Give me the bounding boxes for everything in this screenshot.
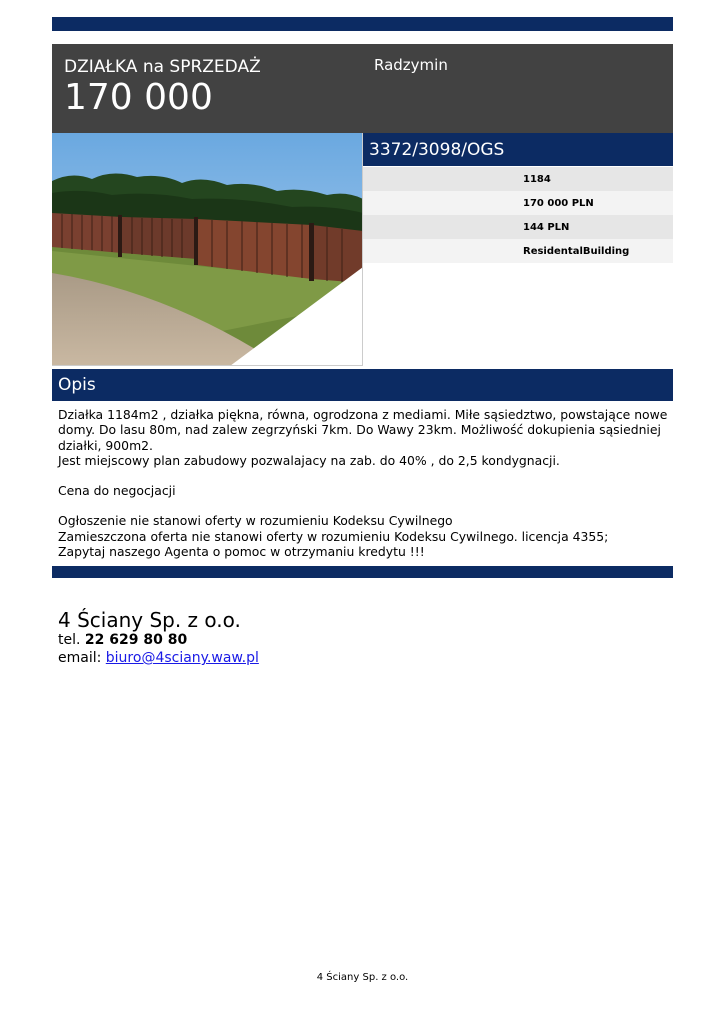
property-photo bbox=[52, 133, 363, 366]
listing-price: 170 000 bbox=[64, 77, 213, 118]
param-price: 170 000 PLN bbox=[363, 191, 673, 215]
description-line: Działka 1184m2 , działka piękna, równa, ogrodzona z mediami. Miłe sąsiedztwo, powstające nowe domy. Do lasu 80m, nad zalew zegrzyński 7km. Do Wawy 23km. Możliwość dokupienia sąsiedniej działki, 900m2. bbox=[58, 407, 668, 453]
agency-phone bbox=[58, 631, 259, 649]
reference-number: 3372/3098/OGS bbox=[363, 133, 673, 166]
listing-city: Radzymin bbox=[374, 56, 448, 74]
description-line: Cena do negocjacji bbox=[58, 483, 176, 499]
description-line: Zapytaj naszego Agenta o pomoc w otrzymaniu kredytu !!! bbox=[58, 544, 425, 560]
description-line: Zamieszczona oferta nie stanowi oferty w rozumieniu Kodeksu Cywilnego. licencja 4355; bbox=[58, 528, 609, 544]
phone-label: tel. bbox=[58, 632, 81, 648]
listing-type: DZIAŁKA na SPRZEDAŻ bbox=[64, 57, 261, 77]
section-title-opis: Opis bbox=[52, 369, 673, 401]
email-label: email: bbox=[58, 650, 102, 666]
listing-header bbox=[52, 44, 673, 133]
agency-email bbox=[58, 649, 259, 667]
param-price-per-m2: 144 PLN bbox=[363, 215, 673, 239]
phone-number[interactable]: 22 629 80 80 bbox=[84, 632, 188, 648]
page-footer: 4 Ściany Sp. z o.o. bbox=[316, 972, 409, 983]
agency-contact bbox=[58, 609, 259, 667]
param-plot-type: ResidentalBuilding bbox=[363, 239, 673, 263]
description-line: Jest miejscowy plan zabudowy pozwalajacy na zab. do 40% , do 2,5 kondygnacji. bbox=[58, 452, 560, 468]
parameters-table bbox=[363, 167, 673, 263]
agency-name: 4 Ściany Sp. z o.o. bbox=[58, 608, 241, 632]
bottom-accent-bar bbox=[52, 566, 673, 578]
top-accent-bar bbox=[52, 17, 673, 31]
description bbox=[58, 407, 668, 559]
email-link[interactable]: biuro@4sciany.waw.pl bbox=[105, 650, 259, 666]
param-area: 1184 bbox=[363, 167, 673, 191]
description-line: Ogłoszenie nie stanowi oferty w rozumieniu Kodeksu Cywilnego bbox=[58, 513, 453, 529]
